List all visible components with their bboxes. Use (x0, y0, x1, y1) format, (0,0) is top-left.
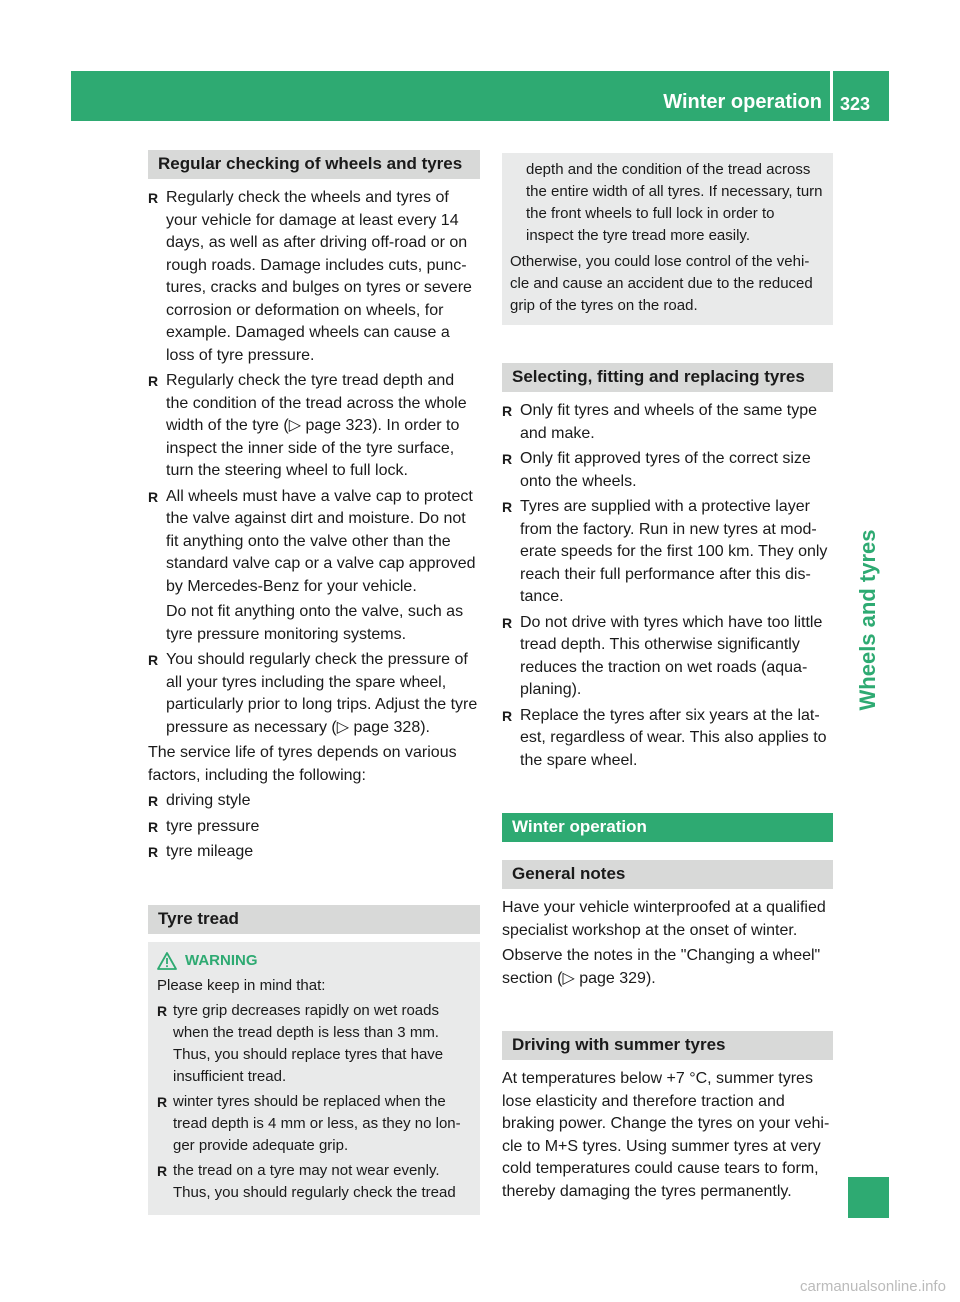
list-item: R Regularly check the wheels and tyres of your vehicle for damage at least every 14 days, as well as after driving off-road or on rough roads. Damage includes cuts, punc-tures, cracks and bulges on tyres or severe corrosion or deformation on wheels, for example. Damaged wheels can cause a loss of tyre pressure. (148, 189, 472, 364)
section-heading-selecting-tyres: Selecting, fitting and replacing tyres (502, 363, 833, 392)
section-heading-tyre-tread: Tyre tread (148, 905, 480, 934)
bullet-icon: R (148, 190, 159, 206)
bullet-icon: R (502, 707, 513, 724)
list-item: R Regularly check the tyre tread depth and the condition of the tread across the whole width of the tyre (▷ page 323). In order to inspect the inner side of the tyre surface, turn the steering wheel to full lock. (148, 372, 467, 479)
warning-consequence: Otherwise, you could lose control of the vehi-cle and cause an accident due to the reduced grip of the tyres on the road. (510, 253, 813, 314)
warning-box-continued (502, 153, 833, 325)
list-item: R winter tyres should be replaced when the tread depth is 4 mm or less, as they no lon-ger provide adequate grip. (157, 1092, 461, 1154)
list-item: R Only fit approved tyres of the correct size onto the wheels. (502, 450, 811, 490)
bullet-icon: R (502, 403, 513, 419)
bullet-icon: R (148, 818, 159, 835)
bullet-icon: R (157, 1162, 168, 1179)
section-heading-winter-operation: Winter operation (502, 813, 833, 842)
header-divider (830, 71, 833, 121)
bullet-icon: R (502, 614, 513, 631)
list-item: R Do not drive with tyres which have too little tread depth. This otherwise significantly reduces the traction on wet roads (aqua-planing). (502, 613, 823, 698)
bullet-icon: R (148, 844, 159, 860)
list-item: R All wheels must have a valve cap to protect the valve against dirt and moisture. Do not fit anything onto the valve other than the standard valve cap or a valve cap approved by Mercedes-Benz for your vehicle. (148, 487, 476, 595)
side-tab-marker (848, 1177, 889, 1218)
list-item: R You should regularly check the pressure of all your tyres including the spare wheel, particularly prior to long trips. Adjust the tyre pressure as necessary (▷ page 328). (148, 651, 478, 736)
bullet-icon: R (148, 652, 159, 668)
warning-icon (157, 952, 177, 970)
left-column (148, 150, 480, 1215)
bullet-icon: R (148, 488, 159, 505)
bullet-icon: R (502, 499, 513, 515)
service-life-intro: The service life of tyres depends on various factors, including the following: (148, 744, 457, 784)
section-heading-summer-tyres: Driving with summer tyres (502, 1031, 833, 1060)
warning-continuation: depth and the condition of the tread across the entire width of all tyres. If necessary, turn the front wheels to full lock in order to inspect the tyre tread more easily. (526, 161, 823, 244)
valve-note: Do not fit anything onto the valve, such as tyre pressure monitoring systems. (166, 603, 464, 643)
side-tab-label: Wheels and tyres (855, 529, 880, 711)
warning-box (148, 942, 480, 1215)
general-notes-p2: Observe the notes in the "Changing a wheel" section (▷ page 329). (502, 947, 821, 987)
warning-intro: Please keep in mind that: (157, 976, 326, 994)
section-heading-general-notes: General notes (502, 860, 833, 889)
summer-tyres-p1: At temperatures below +7 °C, summer tyres lose elasticity and therefore traction and braking power. Change the tyres on your vehi-cle to M+S tyres. Using summer tyres at very cold temperatures could cause tears to form, thereby damaging the tyres permanently. (502, 1070, 830, 1200)
list-item: R Replace the tyres after six years at the lat-est, regardless of wear. This also applies to the spare wheel. (502, 706, 827, 769)
list-item: R Tyres are supplied with a protective layer from the factory. Run in new tyres at mod-erate speeds for the first 100 km. They only reach their full performance after this dis-tance. (502, 498, 828, 605)
bullet-icon: R (157, 1002, 168, 1019)
page-section-title: Winter operation (663, 91, 822, 113)
bullet-icon: R (148, 793, 159, 809)
general-notes-p1: Have your vehicle winterproofed at a qualified specialist workshop at the onset of winter. (502, 899, 826, 939)
section-heading-regular-checking: Regular checking of wheels and tyres (148, 150, 480, 179)
warning-title: WARNING (157, 950, 471, 972)
bullet-icon: R (148, 373, 159, 389)
bullet-icon: R (157, 1093, 168, 1110)
list-item: R tyre pressure (148, 816, 480, 839)
bullet-icon: R (502, 451, 513, 467)
right-column (502, 153, 833, 1206)
list-item: R driving style (148, 790, 480, 813)
list-item: R tyre mileage (148, 841, 480, 864)
footer-watermark: carmanualsonline.info (800, 1278, 946, 1295)
list-item: R tyre grip decreases rapidly on wet roads when the tread depth is less than 3 mm. Thus, you should replace tyres that have insufficient tread. (157, 1001, 444, 1085)
page-number: 323 (840, 94, 871, 114)
list-item: R Only fit tyres and wheels of the same type and make. (502, 402, 818, 442)
list-item: R the tread on a tyre may not wear evenly. Thus, you should regularly check the tread (157, 1161, 456, 1201)
